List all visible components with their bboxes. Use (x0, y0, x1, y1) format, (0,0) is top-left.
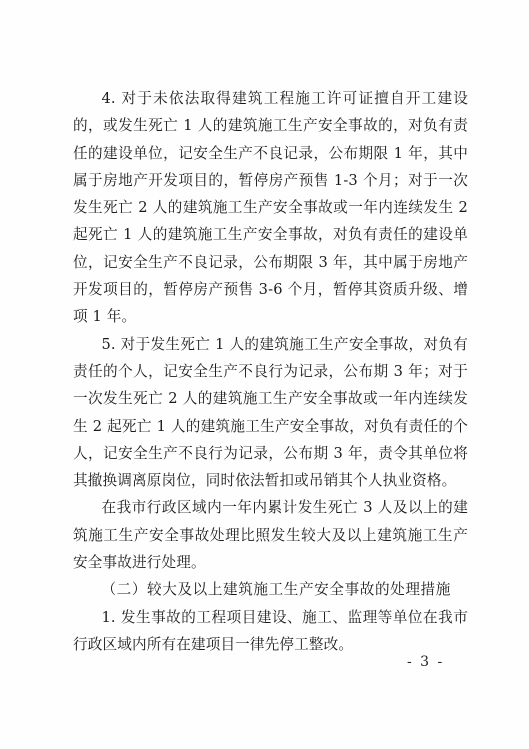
paragraph-item-4-developer-penalty: 4. 对于未依法取得建筑工程施工许可证擅自开工建设的，或发生死亡 1 人的建筑施工生产安全事故的，对负有责任的建设单位，记安全生产不良记录，公布期限 1 年，其中属于房地产开发项目的，暂停房产预售 1-3 个月；对于一次发生死亡 2 人的建筑施工生产安全事故或一年内连续发生 2 起死亡 1 人的建筑施工生产安全事故，对负有责任的建设单位，记安全生产不良记录，公布期限 3 年，其中属于房地产开发项目的，暂停房产预售 3-6 个月，暂停其资质升级、增项 1 年。 (73, 90, 468, 326)
document-body (73, 85, 468, 658)
page-number: - 3 - (407, 654, 445, 670)
paragraph-item-5-personal-penalty: 5. 对于发生死亡 1 人的建筑施工生产安全事故，对负有责任的个人，记安全生产不良行为记录，公布期 3 年；对于一次发生死亡 2 人的建筑施工生产安全事故或一年内连续发生 2 起死亡 1 人的建筑施工生产安全事故，对负有责任的个人，记安全生产不良行为记录，公布期 3 年，责令其单位将其撤换调离原岗位，同时依法暂扣或吊销其个人执业资格。 (73, 335, 468, 490)
section-heading-major-accident-measures: （二）较大及以上建筑施工生产安全事故的处理措施 (101, 581, 451, 599)
paragraph-cumulative-deaths-rule: 在我市行政区域内一年内累计发生死亡 3 人及以上的建筑施工生产安全事故处理比照发生较大及以上建筑施工生产安全事故进行处理。 (73, 499, 468, 572)
paragraph-item-1-stop-work: 1. 发生事故的工程项目建设、施工、监理等单位在我市行政区域内所有在建项目一律先停工整改。 (73, 608, 468, 653)
